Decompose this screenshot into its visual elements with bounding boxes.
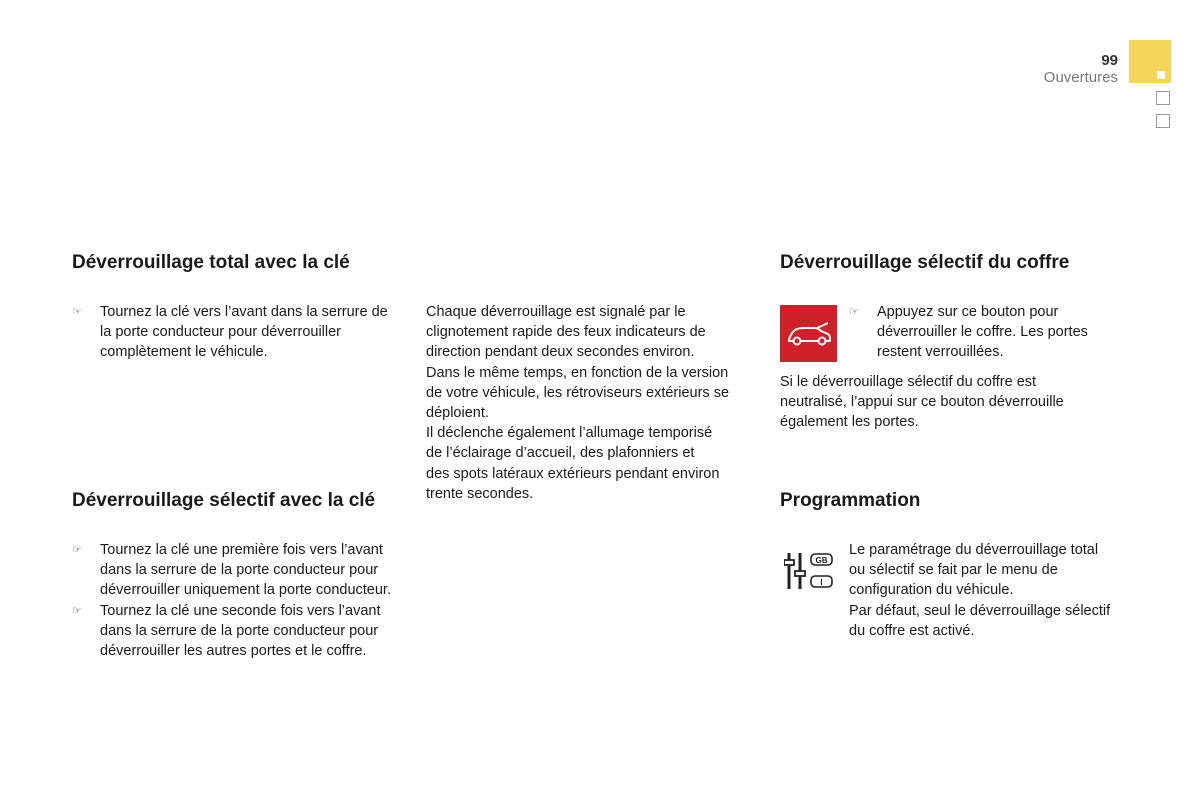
bullet-text: Appuyez sur ce bouton pour déverrouiller le coffre. Les portes restent verrouillées. xyxy=(877,304,1088,361)
label-gb: GB xyxy=(815,556,828,565)
boot-unlock-icon xyxy=(780,305,837,362)
programming-text xyxy=(849,540,1111,641)
text-line: direction pendant deux secondes environ. xyxy=(426,344,695,361)
selective-unlock-list xyxy=(72,540,402,661)
list-item xyxy=(72,540,402,601)
chapter-box-2 xyxy=(1156,91,1170,105)
text-line: de l’éclairage d’accueil, des plafonniers et xyxy=(426,445,695,462)
heading-programming: Programmation xyxy=(780,490,921,511)
text-line: des spots latéraux extérieurs pendant environ xyxy=(426,465,720,482)
heading-selective-unlock: Déverrouillage sélectif avec la clé xyxy=(72,490,376,511)
text-line: clignotement rapide des feux indicateurs de xyxy=(426,324,706,341)
car-boot-icon xyxy=(784,319,834,349)
label-i: I xyxy=(820,578,823,587)
text-line: de votre véhicule, les rétroviseurs extérieurs se xyxy=(426,384,730,401)
chapter-tab xyxy=(1129,40,1171,83)
list-item xyxy=(72,302,402,363)
text-line: Chaque déverrouillage est signalé par le xyxy=(426,304,686,320)
text-line: Il déclenche également l’allumage temporisé xyxy=(426,425,713,442)
heading-total-unlock: Déverrouillage total avec la clé xyxy=(72,252,350,273)
heading-boot-unlock: Déverrouillage sélectif du coffre xyxy=(780,252,1070,273)
boot-unlock-list xyxy=(849,302,1111,363)
bullet-text: Tournez la clé une seconde fois vers l’avant dans la serrure de la porte conducteur pour déverrouiller les autres portes et le coffre. xyxy=(100,602,381,660)
total-unlock-list xyxy=(72,302,402,363)
pointer-icon: ☞ xyxy=(849,306,859,318)
tab-marker xyxy=(1157,71,1165,79)
sliders-icon xyxy=(784,550,836,592)
list-item xyxy=(849,302,1111,363)
programming-default: Par défaut, seul le déverrouillage sélectif du coffre est activé. xyxy=(849,602,1111,639)
pointer-icon: ☞ xyxy=(72,604,82,617)
pointer-icon: ☞ xyxy=(72,306,82,318)
programming-paragraph: Le paramétrage du déverrouillage total ou sélectif se fait par le menu de configuration du véhicule. xyxy=(849,542,1099,599)
unlock-info-text xyxy=(426,302,761,504)
text-line: déploient. xyxy=(426,405,489,422)
boot-unlock-note: Si le déverrouillage sélectif du coffre est neutralisé, l’appui sur ce bouton déverrouille également les portes. xyxy=(780,374,1064,431)
bullet-text: Tournez la clé vers l’avant dans la serrure de la porte conducteur pour déverrouiller complètement le véhicule. xyxy=(100,304,388,361)
page-number: 99 xyxy=(1101,52,1118,69)
text-line: Dans le même temps, en fonction de la version xyxy=(426,364,729,381)
section-name: Ouvertures xyxy=(1043,69,1118,86)
pointer-icon: ☞ xyxy=(72,544,82,556)
settings-menu-icon xyxy=(784,550,836,592)
bullet-text: Tournez la clé une première fois vers l’avant dans la serrure de la porte conducteur pour déverrouiller uniquement la porte conducteur. xyxy=(100,542,391,599)
chapter-box-3 xyxy=(1156,114,1170,128)
text-line: trente secondes. xyxy=(426,485,534,502)
list-item xyxy=(72,601,402,662)
